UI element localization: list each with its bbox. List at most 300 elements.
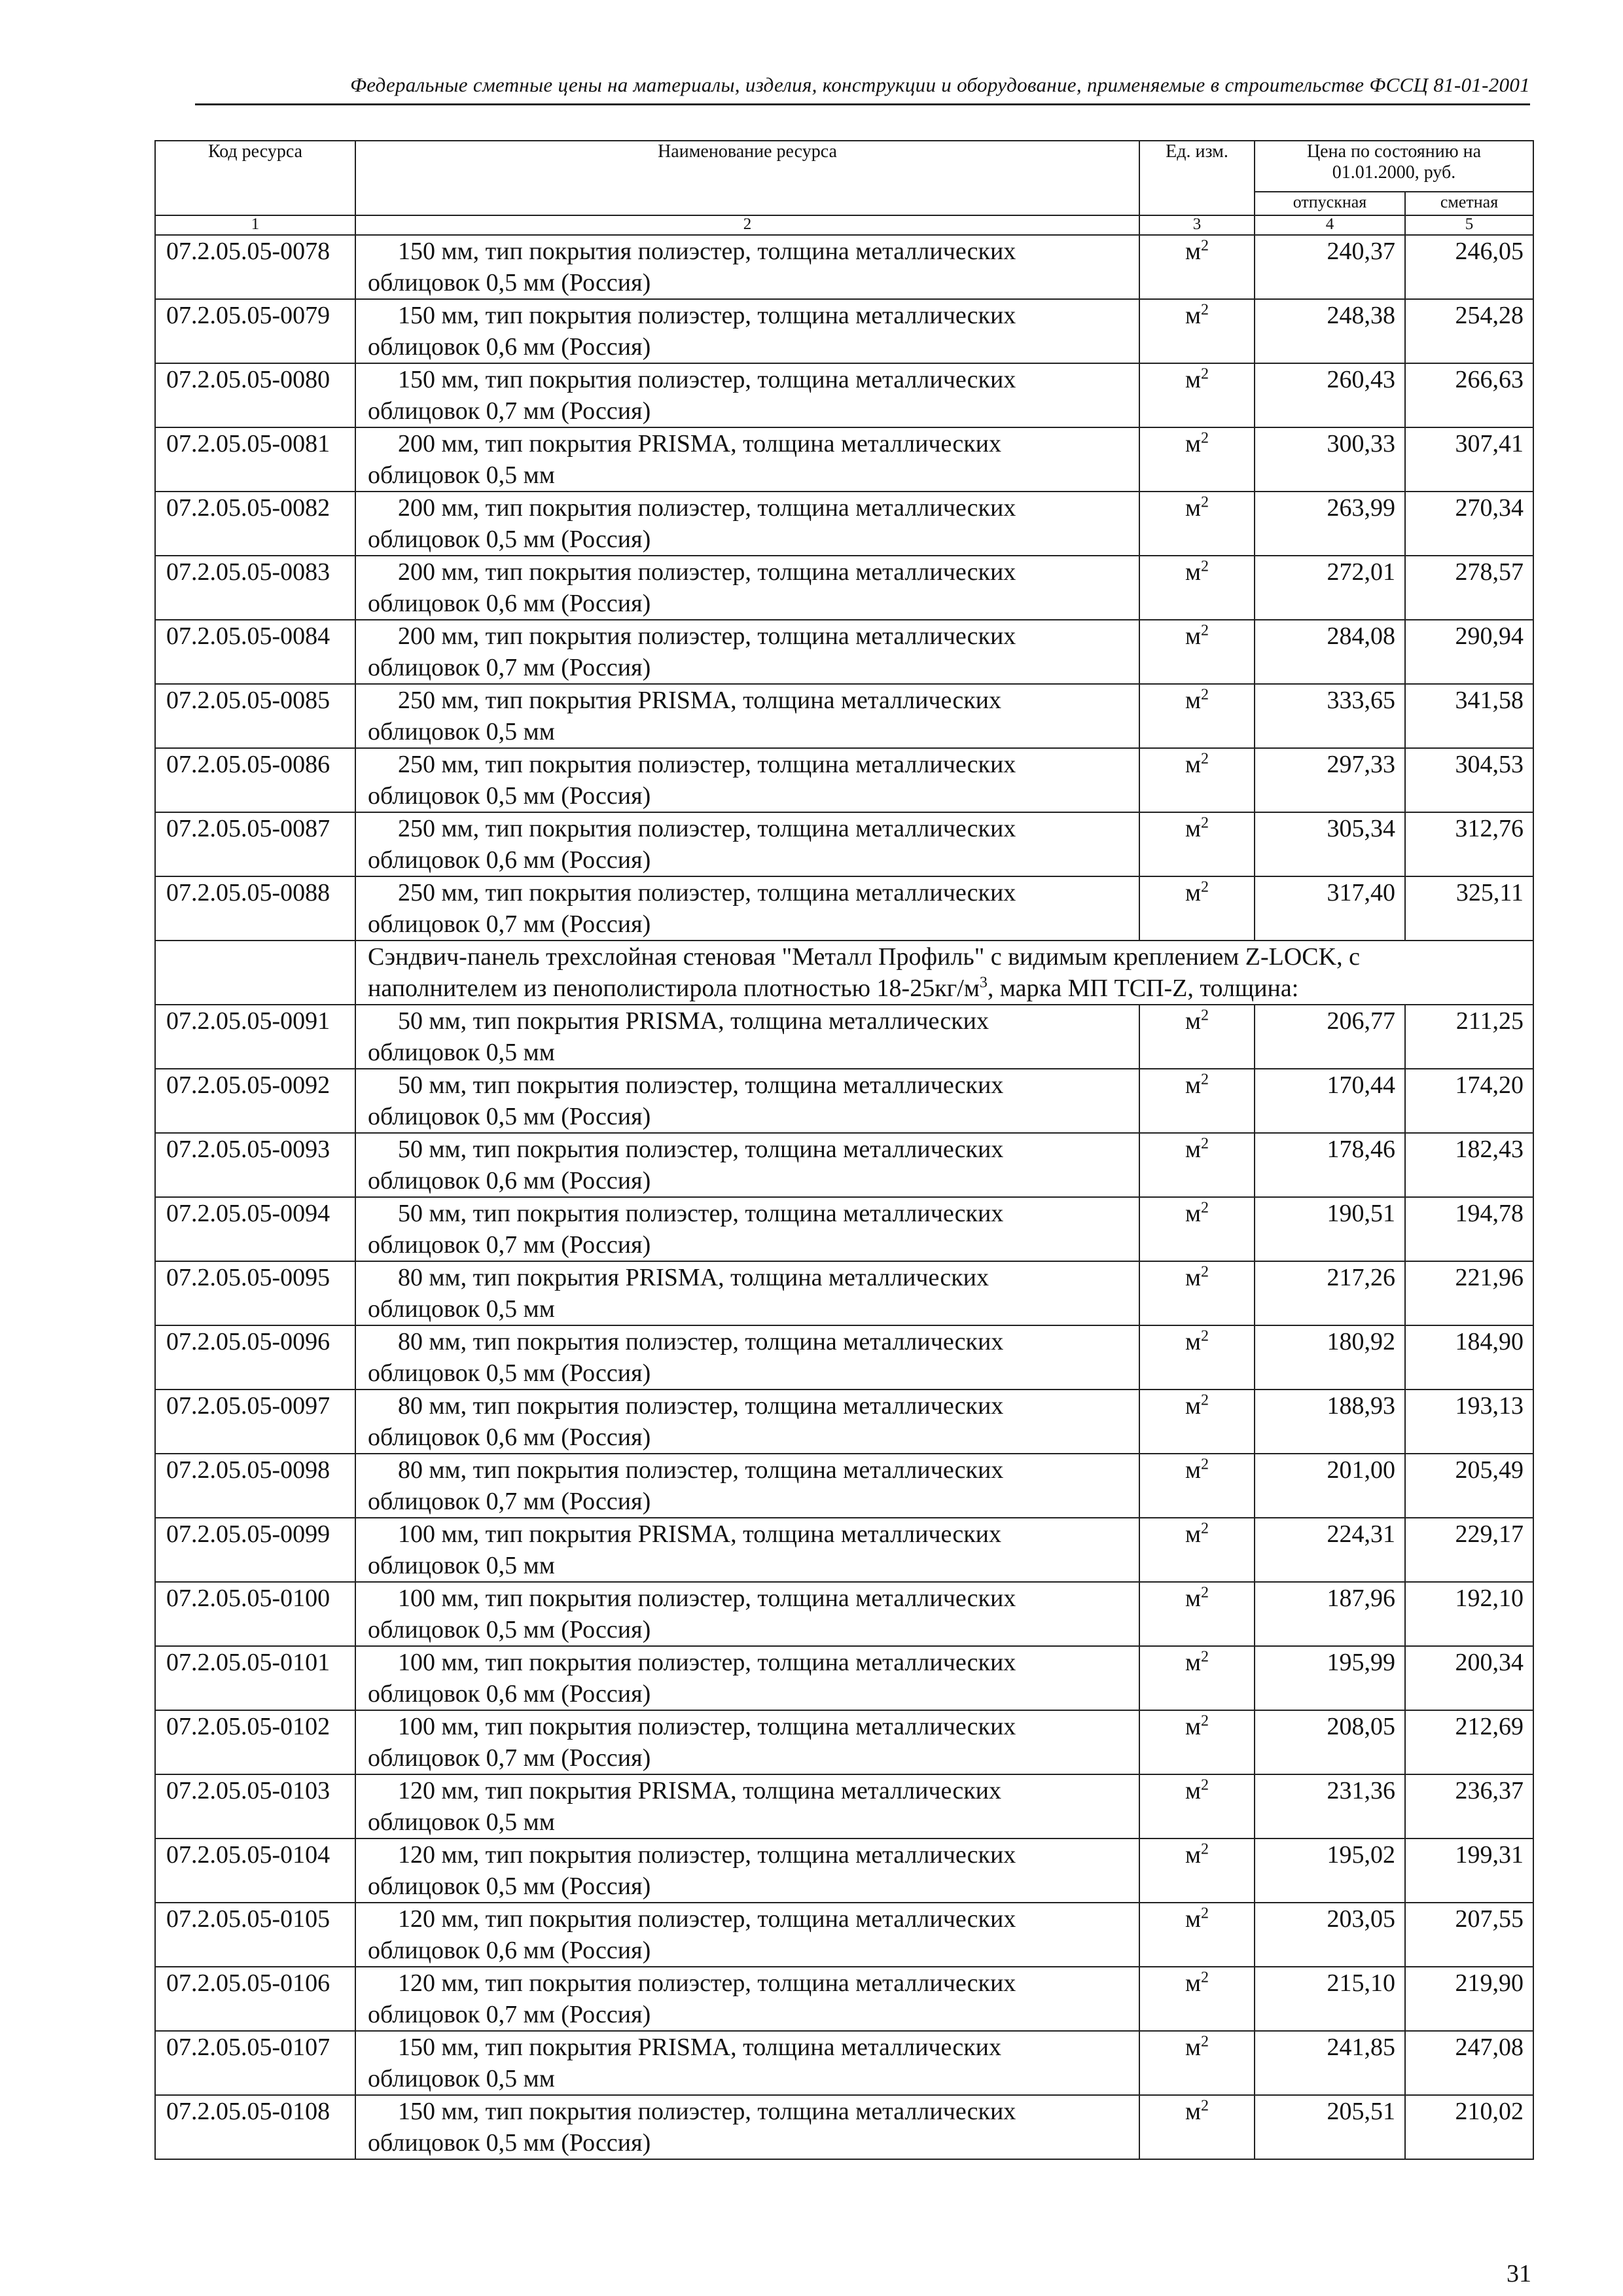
resource-code: 07.2.05.05-0094: [155, 1197, 355, 1261]
resource-name-line-1: 150 мм, тип покрытия полиэстер, толщина металлических: [398, 2098, 1016, 2125]
resource-name-line-2: облицовок 0,5 мм (Россия): [368, 782, 651, 810]
unit-superscript: 2: [1201, 2097, 1209, 2115]
unit-superscript: 2: [1201, 1199, 1209, 1217]
price-release: 241,85: [1255, 2031, 1405, 2095]
unit-base: м: [1185, 2098, 1202, 2125]
group-line-1: Сэндвич-панель трехслойная стеновая "Металл Профиль" с видимым креплением Z-LOCK, с: [368, 943, 1360, 971]
resource-name-line-1: 50 мм, тип покрытия полиэстер, толщина металлических: [398, 1200, 1004, 1227]
resource-code: 07.2.05.05-0080: [155, 363, 355, 427]
price-release: 231,36: [1255, 1774, 1405, 1839]
price-release: 205,51: [1255, 2095, 1405, 2159]
table-row: [155, 748, 1533, 812]
table-row: [155, 1710, 1533, 1774]
price-release: 333,65: [1255, 684, 1405, 748]
resource-name-line-1: 100 мм, тип покрытия полиэстер, толщина металлических: [398, 1585, 1016, 1612]
price-estimate: 184,90: [1405, 1325, 1533, 1390]
unit: [1139, 812, 1255, 876]
resource-name-line-2: облицовок 0,5 мм (Россия): [368, 269, 651, 296]
price-estimate: 266,63: [1405, 363, 1533, 427]
column-number: 2: [355, 215, 1139, 235]
group-row: [155, 941, 1533, 1005]
resource-code: 07.2.05.05-0086: [155, 748, 355, 812]
unit-base: м: [1185, 1585, 1202, 1612]
resource-name: [355, 1005, 1139, 1069]
price-release: 190,51: [1255, 1197, 1405, 1261]
resource-name-line-1: 50 мм, тип покрытия полиэстер, толщина металлических: [398, 1136, 1004, 1163]
price-estimate: 270,34: [1405, 492, 1533, 556]
unit: [1139, 299, 1255, 363]
unit-base: м: [1185, 1200, 1202, 1227]
header-price-estimate: сметная: [1405, 192, 1533, 215]
resource-name-line-1: 120 мм, тип покрытия полиэстер, толщина металлических: [398, 1969, 1016, 1997]
price-release: 195,99: [1255, 1646, 1405, 1710]
price-estimate: 194,78: [1405, 1197, 1533, 1261]
unit: [1139, 1197, 1255, 1261]
resource-name-line-1: 250 мм, тип покрытия полиэстер, толщина металлических: [398, 751, 1016, 778]
unit: [1139, 1646, 1255, 1710]
resource-name: [355, 876, 1139, 941]
resource-code: 07.2.05.05-0104: [155, 1839, 355, 1903]
resource-name-line-2: облицовок 0,6 мм (Россия): [368, 1937, 651, 1964]
resource-name-line-1: 100 мм, тип покрытия полиэстер, толщина металлических: [398, 1649, 1016, 1676]
unit-superscript: 2: [1201, 1712, 1209, 1730]
price-estimate: 192,10: [1405, 1582, 1533, 1646]
header-unit: Ед. изм.: [1139, 141, 1255, 215]
unit-base: м: [1185, 558, 1202, 586]
resource-name-line-1: 200 мм, тип покрытия полиэстер, толщина металлических: [398, 558, 1016, 586]
unit-base: м: [1185, 1264, 1202, 1291]
group-line-2-tail: , марка МП ТСП-Z, толщина:: [987, 975, 1299, 1002]
resource-name-line-1: 80 мм, тип покрытия полиэстер, толщина металлических: [398, 1456, 1004, 1484]
resource-name: [355, 1454, 1139, 1518]
unit-superscript: 2: [1201, 622, 1209, 639]
resource-name-line-2: облицовок 0,5 мм (Россия): [368, 1616, 651, 1643]
table-row: [155, 1005, 1533, 1069]
price-release: 300,33: [1255, 427, 1405, 492]
resource-name-line-2: облицовок 0,7 мм (Россия): [368, 1488, 651, 1515]
table-row: [155, 1325, 1533, 1390]
resource-code: 07.2.05.05-0083: [155, 556, 355, 620]
price-estimate: 199,31: [1405, 1839, 1533, 1903]
resource-rows-top: [155, 235, 1533, 941]
unit: [1139, 1903, 1255, 1967]
unit-base: м: [1185, 1905, 1202, 1933]
resource-name: [355, 2095, 1139, 2159]
resource-code: 07.2.05.05-0097: [155, 1390, 355, 1454]
resource-name: [355, 1582, 1139, 1646]
resource-code: 07.2.05.05-0107: [155, 2031, 355, 2095]
resource-name: [355, 235, 1139, 299]
column-number: 5: [1405, 215, 1533, 235]
resource-code: 07.2.05.05-0100: [155, 1582, 355, 1646]
resource-name-line-2: облицовок 0,5 мм (Россия): [368, 1103, 651, 1130]
price-estimate: 210,02: [1405, 2095, 1533, 2159]
price-estimate: 312,76: [1405, 812, 1533, 876]
price-release: 240,37: [1255, 235, 1405, 299]
column-number: 1: [155, 215, 355, 235]
unit: [1139, 1005, 1255, 1069]
resource-name-line-2: облицовок 0,5 мм (Россия): [368, 2129, 651, 2157]
price-release: 305,34: [1255, 812, 1405, 876]
resource-code: 07.2.05.05-0101: [155, 1646, 355, 1710]
table-row: [155, 556, 1533, 620]
unit: [1139, 748, 1255, 812]
resource-name: [355, 363, 1139, 427]
resource-name-line-1: 150 мм, тип покрытия полиэстер, толщина металлических: [398, 302, 1016, 329]
resource-name-line-1: 50 мм, тип покрытия полиэстер, толщина металлических: [398, 1071, 1004, 1099]
price-release: 248,38: [1255, 299, 1405, 363]
resource-name-line-2: облицовок 0,7 мм (Россия): [368, 1744, 651, 1772]
unit-base: м: [1185, 1007, 1202, 1035]
table-row: [155, 1967, 1533, 2031]
resource-name-line-2: облицовок 0,6 мм (Россия): [368, 590, 651, 617]
resource-name-line-1: 250 мм, тип покрытия PRISMA, толщина металлических: [398, 687, 1002, 714]
resource-name-line-2: облицовок 0,5 мм: [368, 461, 555, 489]
price-estimate: 200,34: [1405, 1646, 1533, 1710]
unit: [1139, 1967, 1255, 2031]
unit-base: м: [1185, 815, 1202, 842]
unit-superscript: 2: [1201, 750, 1209, 768]
resource-name-line-1: 150 мм, тип покрытия полиэстер, толщина металлических: [398, 366, 1016, 393]
column-number: 4: [1255, 215, 1405, 235]
price-estimate: 236,37: [1405, 1774, 1533, 1839]
group-code-cell: [155, 941, 355, 1005]
resource-name-line-1: 200 мм, тип покрытия PRISMA, толщина металлических: [398, 430, 1002, 457]
price-release: 203,05: [1255, 1903, 1405, 1967]
resource-name-line-2: облицовок 0,6 мм (Россия): [368, 846, 651, 874]
resource-name: [355, 684, 1139, 748]
resource-name-line-1: 120 мм, тип покрытия PRISMA, толщина металлических: [398, 1777, 1002, 1804]
price-estimate: 211,25: [1405, 1005, 1533, 1069]
unit-superscript: 2: [1201, 1391, 1209, 1409]
unit: [1139, 1774, 1255, 1839]
price-release: 215,10: [1255, 1967, 1405, 2031]
resource-code: 07.2.05.05-0078: [155, 235, 355, 299]
unit-superscript: 2: [1201, 1520, 1209, 1537]
unit: [1139, 235, 1255, 299]
resource-name-line-1: 80 мм, тип покрытия PRISMA, толщина металлических: [398, 1264, 990, 1291]
price-release: 195,02: [1255, 1839, 1405, 1903]
table-row: [155, 235, 1533, 299]
price-release: 201,00: [1255, 1454, 1405, 1518]
unit: [1139, 427, 1255, 492]
resource-name-line-1: 120 мм, тип покрытия полиэстер, толщина металлических: [398, 1841, 1016, 1869]
resource-code: 07.2.05.05-0099: [155, 1518, 355, 1582]
group-section: [155, 941, 1533, 1005]
resource-code: 07.2.05.05-0093: [155, 1133, 355, 1197]
unit: [1139, 1261, 1255, 1325]
price-release: 224,31: [1255, 1518, 1405, 1582]
resource-name: [355, 1839, 1139, 1903]
resource-name: [355, 1903, 1139, 1967]
resource-code: 07.2.05.05-0079: [155, 299, 355, 363]
resource-name-line-1: 120 мм, тип покрытия полиэстер, толщина металлических: [398, 1905, 1016, 1933]
table-row: [155, 876, 1533, 941]
price-release: 317,40: [1255, 876, 1405, 941]
unit-superscript: 2: [1201, 1969, 1209, 1986]
unit-base: м: [1185, 366, 1202, 393]
unit-superscript: 2: [1201, 1648, 1209, 1666]
table-row: [155, 1582, 1533, 1646]
price-estimate: 341,58: [1405, 684, 1533, 748]
resource-code: 07.2.05.05-0105: [155, 1903, 355, 1967]
resource-name-line-1: 100 мм, тип покрытия полиэстер, толщина металлических: [398, 1713, 1016, 1740]
unit-superscript: 2: [1201, 1007, 1209, 1024]
resource-code: 07.2.05.05-0102: [155, 1710, 355, 1774]
price-estimate: 205,49: [1405, 1454, 1533, 1518]
table-row: [155, 1390, 1533, 1454]
unit: [1139, 1582, 1255, 1646]
price-release: 187,96: [1255, 1582, 1405, 1646]
page-number: 31: [1507, 2260, 1531, 2287]
resource-name: [355, 427, 1139, 492]
unit-superscript: 2: [1201, 1584, 1209, 1602]
unit-base: м: [1185, 1969, 1202, 1997]
unit-superscript: 2: [1201, 1456, 1209, 1473]
price-estimate: 290,94: [1405, 620, 1533, 684]
resource-name-line-2: облицовок 0,6 мм (Россия): [368, 1424, 651, 1451]
unit-superscript: 2: [1201, 1327, 1209, 1345]
unit-base: м: [1185, 687, 1202, 714]
price-release: 188,93: [1255, 1390, 1405, 1454]
resource-name: [355, 1261, 1139, 1325]
unit: [1139, 1069, 1255, 1133]
resource-name-line-2: облицовок 0,5 мм: [368, 718, 555, 745]
resource-name: [355, 1325, 1139, 1390]
price-estimate: 221,96: [1405, 1261, 1533, 1325]
column-number-row: [155, 215, 1533, 235]
unit: [1139, 2031, 1255, 2095]
table-row: [155, 299, 1533, 363]
resource-code: 07.2.05.05-0091: [155, 1005, 355, 1069]
unit-superscript: 2: [1201, 2033, 1209, 2051]
resource-name: [355, 299, 1139, 363]
resource-name-line-1: 50 мм, тип покрытия PRISMA, толщина металлических: [398, 1007, 990, 1035]
resource-name: [355, 2031, 1139, 2095]
price-release: 260,43: [1255, 363, 1405, 427]
unit-superscript: 2: [1201, 237, 1209, 255]
unit: [1139, 684, 1255, 748]
resource-name-line-2: облицовок 0,7 мм (Россия): [368, 654, 651, 681]
resource-code: 07.2.05.05-0103: [155, 1774, 355, 1839]
unit: [1139, 620, 1255, 684]
unit-superscript: 2: [1201, 558, 1209, 575]
price-estimate: 219,90: [1405, 1967, 1533, 2031]
resource-name: [355, 1518, 1139, 1582]
unit: [1139, 876, 1255, 941]
price-estimate: 174,20: [1405, 1069, 1533, 1133]
resource-name-line-1: 150 мм, тип покрытия PRISMA, толщина металлических: [398, 2034, 1002, 2061]
resource-code: 07.2.05.05-0087: [155, 812, 355, 876]
resource-code: 07.2.05.05-0106: [155, 1967, 355, 2031]
price-estimate: 307,41: [1405, 427, 1533, 492]
unit-superscript: 2: [1201, 686, 1209, 704]
resource-name: [355, 556, 1139, 620]
resource-name: [355, 1646, 1139, 1710]
group-line-2: наполнителем из пенополистирола плотностью 18-25кг/м: [368, 975, 980, 1002]
price-release: 284,08: [1255, 620, 1405, 684]
unit-base: м: [1185, 622, 1202, 650]
resource-name: [355, 492, 1139, 556]
resource-name: [355, 1967, 1139, 2031]
resource-name: [355, 1774, 1139, 1839]
price-estimate: 254,28: [1405, 299, 1533, 363]
unit-superscript: 2: [1201, 429, 1209, 447]
resource-code: 07.2.05.05-0098: [155, 1454, 355, 1518]
price-estimate: 325,11: [1405, 876, 1533, 941]
table-row: [155, 1903, 1533, 1967]
table-row: [155, 427, 1533, 492]
unit-superscript: 2: [1201, 493, 1209, 511]
resource-rows-bottom: [155, 1005, 1533, 2159]
price-estimate: 207,55: [1405, 1903, 1533, 1967]
unit-base: м: [1185, 1649, 1202, 1676]
table-row: [155, 1133, 1533, 1197]
price-release: 180,92: [1255, 1325, 1405, 1390]
price-estimate: 182,43: [1405, 1133, 1533, 1197]
resource-name-line-2: облицовок 0,5 мм: [368, 1295, 555, 1323]
resource-name-line-2: облицовок 0,6 мм (Россия): [368, 1680, 651, 1708]
resource-name-line-1: 100 мм, тип покрытия PRISMA, толщина металлических: [398, 1520, 1002, 1548]
resource-name-line-2: облицовок 0,5 мм: [368, 1808, 555, 1836]
unit-superscript: 2: [1201, 1776, 1209, 1794]
resource-code: 07.2.05.05-0108: [155, 2095, 355, 2159]
resource-name-line-2: облицовок 0,6 мм (Россия): [368, 1167, 651, 1194]
unit: [1139, 1839, 1255, 1903]
price-table: [154, 140, 1534, 2160]
table-row: [155, 1454, 1533, 1518]
table-row: [155, 492, 1533, 556]
unit: [1139, 1454, 1255, 1518]
table-row: [155, 1774, 1533, 1839]
price-estimate: 246,05: [1405, 235, 1533, 299]
header-rule: [195, 103, 1530, 105]
table-row: [155, 1839, 1533, 1903]
table-row: [155, 684, 1533, 748]
table-row: [155, 1646, 1533, 1710]
header-price-group: Цена по состоянию на 01.01.2000, руб.: [1255, 141, 1533, 192]
resource-name-line-1: 250 мм, тип покрытия полиэстер, толщина металлических: [398, 879, 1016, 906]
unit-superscript: 2: [1201, 878, 1209, 896]
unit-base: м: [1185, 1520, 1202, 1548]
unit-base: м: [1185, 1136, 1202, 1163]
price-release: 170,44: [1255, 1069, 1405, 1133]
unit-base: м: [1185, 430, 1202, 457]
resource-name: [355, 1390, 1139, 1454]
unit: [1139, 556, 1255, 620]
resource-name: [355, 748, 1139, 812]
price-release: 263,99: [1255, 492, 1405, 556]
unit-base: м: [1185, 1456, 1202, 1484]
resource-code: 07.2.05.05-0088: [155, 876, 355, 941]
price-estimate: 229,17: [1405, 1518, 1533, 1582]
unit-base: м: [1185, 751, 1202, 778]
unit-base: м: [1185, 238, 1202, 265]
unit: [1139, 1133, 1255, 1197]
price-estimate: 304,53: [1405, 748, 1533, 812]
unit: [1139, 2095, 1255, 2159]
unit: [1139, 492, 1255, 556]
unit-superscript: 2: [1201, 1263, 1209, 1281]
resource-name-line-1: 200 мм, тип покрытия полиэстер, толщина металлических: [398, 494, 1016, 522]
price-estimate: 278,57: [1405, 556, 1533, 620]
unit-superscript: 2: [1201, 1905, 1209, 1922]
price-estimate: 247,08: [1405, 2031, 1533, 2095]
unit: [1139, 363, 1255, 427]
unit: [1139, 1325, 1255, 1390]
resource-code: 07.2.05.05-0084: [155, 620, 355, 684]
resource-name-line-2: облицовок 0,5 мм (Россия): [368, 1359, 651, 1387]
resource-name-line-1: 250 мм, тип покрытия полиэстер, толщина металлических: [398, 815, 1016, 842]
price-estimate: 193,13: [1405, 1390, 1533, 1454]
resource-name-line-1: 150 мм, тип покрытия полиэстер, толщина металлических: [398, 238, 1016, 265]
table-row: [155, 1069, 1533, 1133]
unit-base: м: [1185, 1713, 1202, 1740]
table-row: [155, 2095, 1533, 2159]
unit-base: м: [1185, 1071, 1202, 1099]
resource-name-line-2: облицовок 0,5 мм (Россия): [368, 1873, 651, 1900]
price-release: 206,77: [1255, 1005, 1405, 1069]
unit-base: м: [1185, 2034, 1202, 2061]
unit: [1139, 1518, 1255, 1582]
unit-base: м: [1185, 1841, 1202, 1869]
resource-name-line-1: 200 мм, тип покрытия полиэстер, толщина металлических: [398, 622, 1016, 650]
unit-base: м: [1185, 494, 1202, 522]
unit-superscript: 2: [1201, 301, 1209, 319]
group-description: [355, 941, 1533, 1005]
resource-code: 07.2.05.05-0085: [155, 684, 355, 748]
resource-name-line-2: облицовок 0,5 мм: [368, 1039, 555, 1066]
header-price-release: отпускная: [1255, 192, 1405, 215]
resource-name: [355, 1197, 1139, 1261]
header-code: Код ресурса: [155, 141, 355, 215]
resource-code: 07.2.05.05-0082: [155, 492, 355, 556]
unit-base: м: [1185, 302, 1202, 329]
resource-name: [355, 812, 1139, 876]
resource-code: 07.2.05.05-0096: [155, 1325, 355, 1390]
unit-superscript: 2: [1201, 1840, 1209, 1858]
resource-code: 07.2.05.05-0095: [155, 1261, 355, 1325]
resource-name-line-2: облицовок 0,7 мм (Россия): [368, 397, 651, 425]
unit: [1139, 1390, 1255, 1454]
resource-name-line-1: 80 мм, тип покрытия полиэстер, толщина металлических: [398, 1392, 1004, 1420]
resource-code: 07.2.05.05-0092: [155, 1069, 355, 1133]
unit-base: м: [1185, 1328, 1202, 1355]
price-release: 272,01: [1255, 556, 1405, 620]
price-release: 297,33: [1255, 748, 1405, 812]
price-release: 178,46: [1255, 1133, 1405, 1197]
resource-name: [355, 1069, 1139, 1133]
unit-superscript: 2: [1201, 1071, 1209, 1088]
resource-name: [355, 1710, 1139, 1774]
resource-code: 07.2.05.05-0081: [155, 427, 355, 492]
column-number: 3: [1139, 215, 1255, 235]
table-row: [155, 2031, 1533, 2095]
resource-name-line-2: облицовок 0,5 мм: [368, 2065, 555, 2092]
running-header: Федеральные сметные цены на материалы, изделия, конструкции и оборудование, применяемые в строительстве ФССЦ 81-01-2001: [350, 73, 1530, 96]
resource-name-line-2: облицовок 0,7 мм (Россия): [368, 2001, 651, 2028]
table-row: [155, 363, 1533, 427]
resource-name-line-2: облицовок 0,5 мм (Россия): [368, 526, 651, 553]
group-line-2-superscript: 3: [979, 974, 988, 992]
resource-name: [355, 1133, 1139, 1197]
price-release: 217,26: [1255, 1261, 1405, 1325]
unit-base: м: [1185, 1777, 1202, 1804]
unit: [1139, 1710, 1255, 1774]
price-release: 208,05: [1255, 1710, 1405, 1774]
unit-base: м: [1185, 879, 1202, 906]
header-name: Наименование ресурса: [355, 141, 1139, 215]
